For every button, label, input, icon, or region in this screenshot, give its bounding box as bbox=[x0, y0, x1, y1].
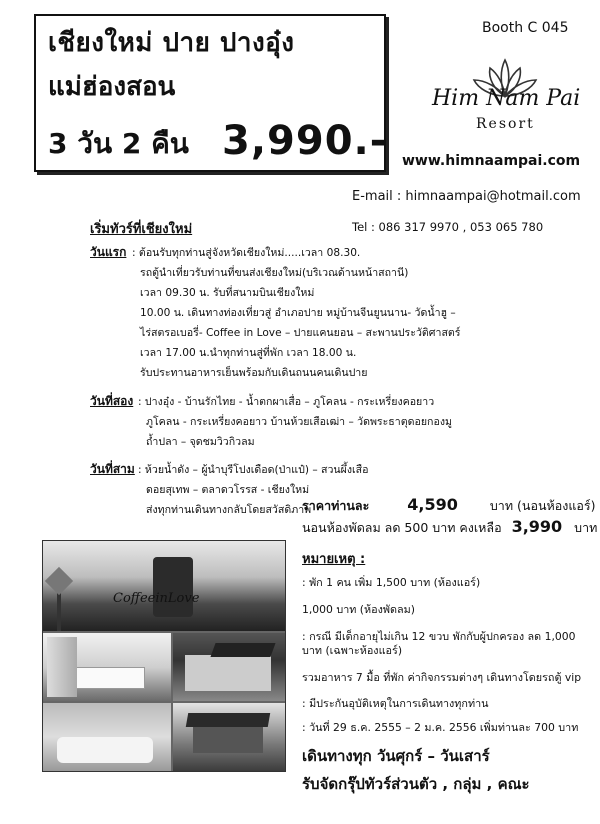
day-1-line: เวลา 17.00 น.นำทุกท่านสู่ที่พัก เวลา 18.00 น. bbox=[140, 347, 357, 359]
title-line-1: เชียงใหม่ ปาย ปางอุ๋ง bbox=[48, 28, 295, 58]
coffee-sign-text: CoffeeinLove bbox=[113, 591, 200, 606]
day-1-line: : ต้อนรับทุกท่านสู่จังหวัดเชียงใหม่.....เวลา 08.30. bbox=[132, 247, 361, 259]
note-item: : กรณี มีเด็กอายุไม่เกิน 12 ขวบ พักกับผู้ปกครอง ลด 1,000 bbox=[302, 630, 576, 643]
travel-days: เดินทางทุก วันศุกร์ – วันเสาร์ bbox=[302, 747, 490, 765]
photo-room-bed bbox=[43, 633, 171, 701]
day-1-line: ไร่สตรอเบอรี่- Coffee in Love – ปายแคนยอน – สะพานประวัติศาสตร์ bbox=[140, 327, 461, 339]
group-tours: รับจัดกรุ๊ปทัวร์ส่วนตัว , กลุ่ม , คณะ bbox=[302, 775, 530, 793]
rate-line-1 bbox=[302, 495, 596, 516]
rate-fan-price: 3,990 bbox=[511, 517, 563, 536]
day-2-label: วันที่สอง bbox=[90, 394, 134, 408]
day-1-line: 10.00 น. เดินทางท่องเที่ยวสู่ อำเภอปาย หมู่บ้านจีนยูนนาน- วัดน้ำฮู – bbox=[140, 307, 456, 319]
rate-fan-unit: บาท bbox=[574, 520, 598, 535]
rate-ac-price: 4,590 bbox=[407, 495, 458, 514]
resort-logo-name: Him Nam Pai bbox=[432, 86, 581, 111]
note-item: บาท (เฉพาะห้องแอร์) bbox=[302, 644, 403, 657]
photo-coffee-in-love bbox=[43, 541, 285, 631]
telephone: Tel : 086 317 9970 , 053 065 780 bbox=[352, 220, 544, 234]
rate-line-2 bbox=[302, 517, 597, 538]
itinerary-heading: เริ่มทัวร์ที่เชียงใหม่ bbox=[90, 222, 193, 237]
day-1-line: รถตู้นำเที่ยวรับท่านที่ขนส่งเชียงใหม่(บริเวณด้านหน้าสถานี) bbox=[140, 267, 409, 279]
note-item: 1,000 บาท (ห้องพัดลม) bbox=[302, 603, 415, 616]
email-contact[interactable]: E-mail : himnaampai@hotmail.com bbox=[352, 189, 581, 204]
day-3-label: วันที่สาม bbox=[90, 462, 135, 476]
photo-collage bbox=[42, 540, 286, 772]
day-1-line: รับประทานอาหารเย็นพร้อมกับเดินถนนคนเดินปาย bbox=[140, 367, 368, 379]
day-1-label: วันแรก bbox=[90, 245, 127, 259]
resort-logo-subtitle: Resort bbox=[476, 116, 535, 132]
note-item: : วันที่ 29 ธ.ค. 2555 – 2 ม.ค. 2556 เพิ่มท่านละ 700 บาท bbox=[302, 721, 579, 734]
day-2-line: ถ้ำปลา – จุดชมวิวกิวลม bbox=[146, 436, 255, 448]
rate-fan-text: นอนห้องพัดลม ลด 500 บาท คงเหลือ bbox=[302, 520, 502, 535]
day-3-line: ดอยสุเทพ – ตลาดวโรรส - เชียงใหม่ bbox=[146, 484, 310, 496]
booth-number: Booth C 045 bbox=[482, 20, 569, 36]
day-2-line: : ปางอุ๋ง - บ้านรักไทย - น้ำตกผาเสื่อ – ภูโคลน - กระเหรี่ยงคอยาว bbox=[138, 396, 435, 408]
note-item: : มีประกันอุบัติเหตุในการเดินทางทุกท่าน bbox=[302, 697, 489, 710]
title-line-2: แม่ฮ่องสอน bbox=[48, 72, 176, 102]
note-item: : พัก 1 คน เพิ่ม 1,500 บาท (ห้องแอร์) bbox=[302, 576, 481, 589]
duration: 3 วัน 2 คืน bbox=[48, 127, 189, 160]
rate-label: ราคาท่านละ bbox=[302, 498, 370, 513]
photo-resort-building bbox=[173, 633, 285, 701]
tour-price: 3,990.- bbox=[222, 118, 388, 164]
note-item: รวมอาหาร 7 มื้อ ที่พัก ค่ากิจกรรมต่างๆ เดินทางโดยรถตู้ vip bbox=[302, 671, 582, 684]
day-1-line: เวลา 09.30 น. รับที่สนามบินเชียงใหม่ bbox=[140, 287, 315, 299]
photo-bedroom bbox=[43, 703, 171, 771]
notes-heading: หมายเหตุ : bbox=[302, 552, 366, 567]
rate-ac-unit: บาท (นอนห้องแอร์) bbox=[489, 498, 596, 513]
day-3-line: ส่งทุกท่านเดินทางกลับโดยสวัสดิภาพ bbox=[146, 504, 312, 516]
day-3-line: : ห้วยน้ำดัง – ผู้นำบุรีโปงเดือด(ป่าแป๋) – สวนผึ้งเสือ bbox=[138, 464, 369, 476]
website-link[interactable]: www.himnaampai.com bbox=[402, 153, 581, 169]
day-2-line: ภูโคลน - กระเหรี่ยงคอยาว บ้านห้วยเสือเฒ่า – วัดพระธาตุดอยกองมู bbox=[146, 416, 452, 428]
photo-bungalow bbox=[173, 703, 285, 771]
